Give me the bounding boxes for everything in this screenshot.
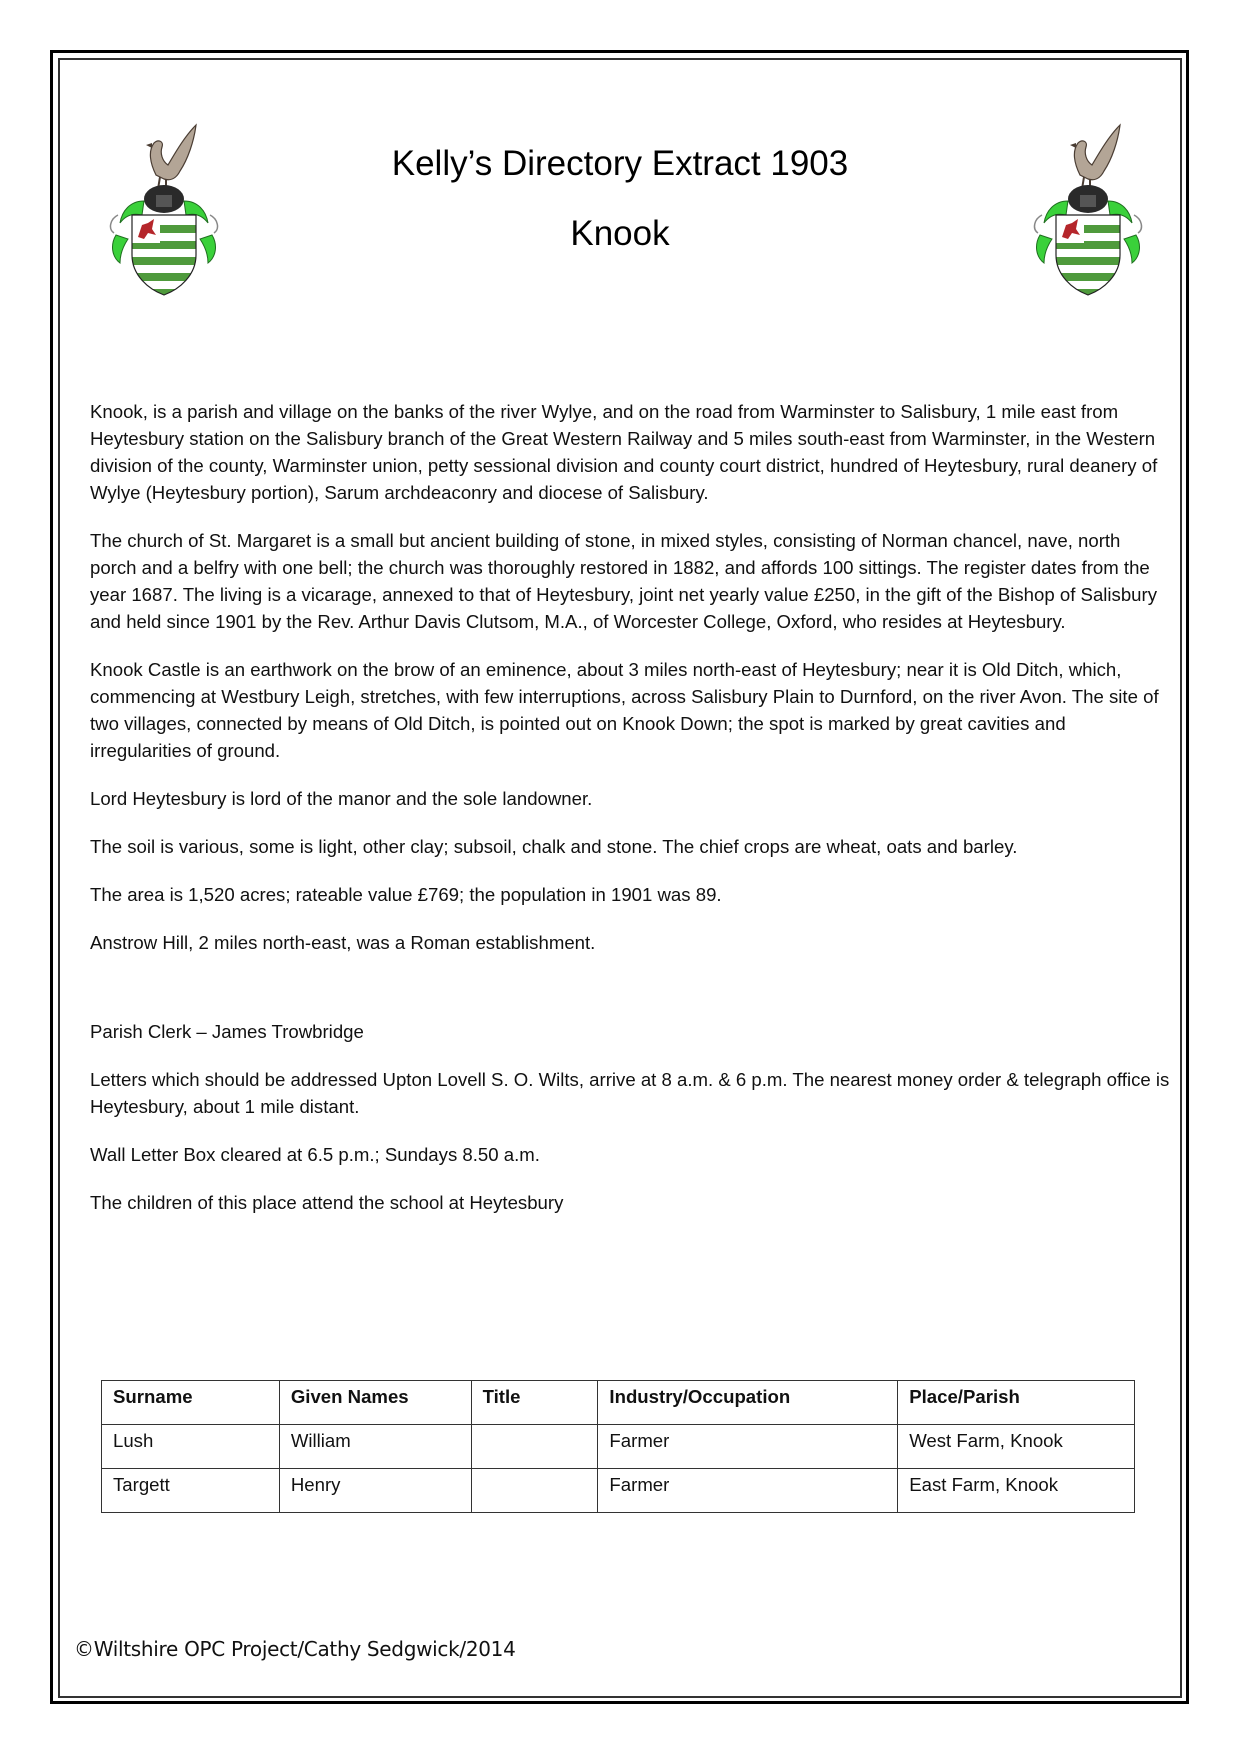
table-header-row [102, 1381, 1135, 1425]
cell-place: West Farm, Knook [898, 1425, 1135, 1469]
note-school: The children of this place attend the school at Heytesbury [90, 1192, 564, 1213]
paragraph-soil: The soil is various, some is light, other clay; subsoil, chalk and stone. The chief crops are wheat, oats and barley. [90, 836, 1018, 857]
cell-place: East Farm, Knook [898, 1469, 1135, 1513]
note-parish-clerk: Parish Clerk – James Trowbridge [90, 1021, 364, 1042]
cell-title [471, 1425, 598, 1469]
paragraph-church: The church of St. Margaret is a small but ancient building of stone, in mixed styles, consisting of Norman chancel, nave, north porch and a belfry with one bell; the church was thoroughly restored in 1882, and affords 100 sittings. The register dates from the year 1687. The living is a vicarage, annexed to that of Heytesbury, joint net yearly value £250, in the gift of the Bishop of Salisbury and held since 1901 by the Rev. Arthur Davis Clutsom, M.A., of Worcester College, Oxford, who resides at Heytesbury. [90, 530, 1158, 632]
crest-helm [144, 185, 184, 213]
table-row [102, 1425, 1135, 1469]
paragraph-knook-castle: Knook Castle is an earthwork on the brow of an eminence, about 3 miles north-east of Heytesbury; near it is Old Ditch, which, commencing at Westbury Leigh, stretches, with few interruptions, across Salisbury Plain to Durnford, on the river Avon. The site of two villages, connected by means of Old Ditch, is pointed out on Knook Down; the spot is marked by great cavities and irregularities of ground. [90, 659, 1159, 761]
crest-helm [1068, 185, 1108, 213]
coat-of-arms-icon [104, 115, 224, 300]
column-header-place: Place/Parish [898, 1381, 1135, 1425]
cell-given-names: William [279, 1425, 471, 1469]
copyright-footer: ©Wiltshire OPC Project/Cathy Sedgwick/2014 [74, 1637, 516, 1661]
page-subtitle: Knook [570, 214, 670, 253]
cell-given-names: Henry [279, 1469, 471, 1513]
paragraph-anstrow-hill: Anstrow Hill, 2 miles north-east, was a Roman establishment. [90, 932, 596, 953]
column-header-title: Title [471, 1381, 598, 1425]
paragraph-parish-description: Knook, is a parish and village on the banks of the river Wylye, and on the road from Warminster to Salisbury, 1 mile east from Heytesbury station on the Salisbury branch of the Great Western Railway and 5 miles south-east from Warminster, in the Western division of the county, Warminster union, petty sessional division and county court district, hundred of Heytesbury, rural deanery of Wylye (Heytesbury portion), Sarum archdeaconry and diocese of Salisbury. [90, 401, 1158, 503]
note-letters: Letters which should be addressed Upton Lovell S. O. Wilts, arrive at 8 a.m. & 6 p.m. The nearest money order & telegraph office is Heytesbury, about 1 mile distant. [90, 1069, 1170, 1117]
column-header-given-names: Given Names [279, 1381, 471, 1425]
note-wall-letter-box: Wall Letter Box cleared at 6.5 p.m.; Sundays 8.50 a.m. [90, 1144, 540, 1165]
cell-surname: Lush [102, 1425, 280, 1469]
cell-title [471, 1469, 598, 1513]
table-row [102, 1469, 1135, 1513]
cell-surname: Targett [102, 1469, 280, 1513]
column-header-occupation: Industry/Occupation [598, 1381, 898, 1425]
page-title: Kelly’s Directory Extract 1903 [391, 144, 849, 183]
column-header-surname: Surname [102, 1381, 280, 1425]
cell-occupation: Farmer [598, 1469, 898, 1513]
paragraph-landowner: Lord Heytesbury is lord of the manor and the sole landowner. [90, 788, 593, 809]
coat-of-arms-icon [1028, 115, 1148, 300]
directory-body [90, 398, 1170, 1237]
residents-table [101, 1380, 1135, 1513]
paragraph-area: The area is 1,520 acres; rateable value £769; the population in 1901 was 89. [90, 884, 722, 905]
cell-occupation: Farmer [598, 1425, 898, 1469]
